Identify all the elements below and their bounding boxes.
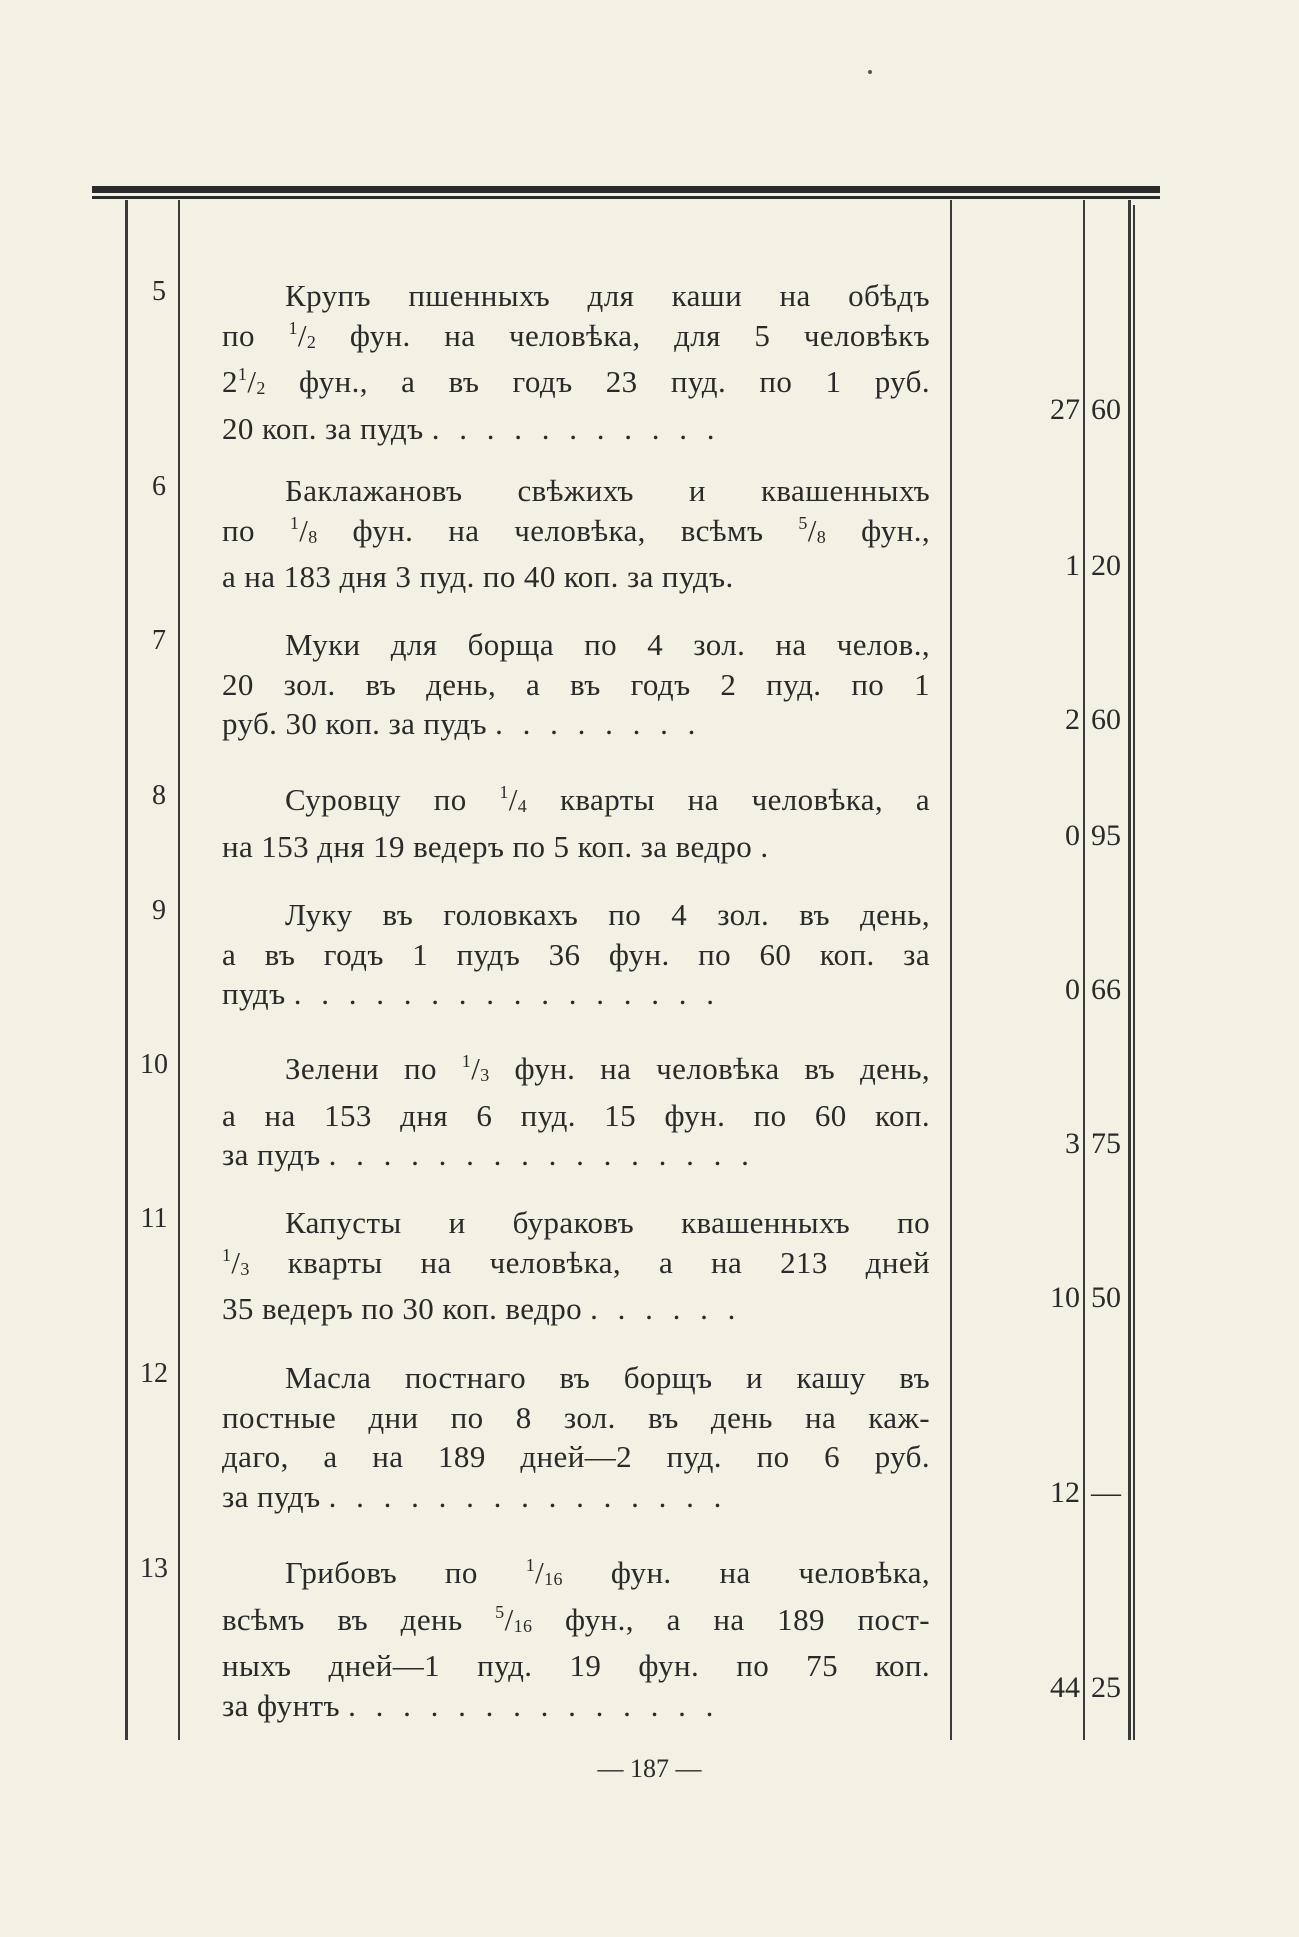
entry-line: а на 183 дня 3 пуд. по 40 коп. за пудъ. <box>222 559 734 594</box>
entry-text <box>222 276 930 448</box>
entry-line: за пудъ . . . . . . . . . . . . . . . <box>222 1478 728 1514</box>
kopecks-value: 60 <box>1091 703 1121 736</box>
column-rule-rubles <box>1083 200 1085 1740</box>
entry-line: Крупъ пшенныхъ для каши на обѣдъ <box>285 278 930 313</box>
rubles-value: 44 <box>1050 1671 1080 1704</box>
entry-text <box>222 780 930 866</box>
entry-number: 7 <box>152 625 166 656</box>
entry-line: постные дни по 8 зол. въ день на каж- <box>222 1399 930 1435</box>
rubles-value: 2 <box>1065 703 1080 736</box>
rubles-value: 10 <box>1050 1281 1080 1314</box>
entry-line: за пудъ . . . . . . . . . . . . . . . . <box>222 1137 755 1172</box>
entry-text <box>222 1553 930 1725</box>
entry-text <box>222 1203 930 1329</box>
entry-number: 11 <box>140 1203 168 1234</box>
top-rule-thick <box>92 186 1160 193</box>
entry-line: а въ годъ 1 пудъ 36 фун. по 60 коп. за <box>222 936 930 972</box>
entry-line: всѣмъ въ день $^5/_{16}$ фун., а на 189 пост- <box>222 1601 931 1637</box>
kopecks-value: 66 <box>1091 973 1121 1006</box>
kopecks-value: 50 <box>1091 1281 1121 1314</box>
entry-line: Баклажановъ свѣжихъ и квашенныхъ <box>285 473 930 508</box>
entry-line: ныхъ дней—1 пуд. 19 фун. по 75 коп. <box>222 1648 930 1683</box>
kopecks-value: 20 <box>1091 549 1121 582</box>
kopecks-value: 60 <box>1091 393 1121 426</box>
rubles-value: 0 <box>1065 973 1080 1006</box>
rubles-value: 3 <box>1065 1127 1080 1160</box>
rubles-value: 27 <box>1050 393 1080 426</box>
page-number: — 187 — <box>597 1754 702 1783</box>
entry-line: Луку въ головкахъ по 4 зол. въ день, <box>285 897 930 932</box>
column-rule-right-outer <box>1133 205 1135 1740</box>
entry-line: даго, а на 189 дней—2 пуд. по 6 руб. <box>222 1439 930 1474</box>
column-rule-number <box>178 200 180 1740</box>
entry-number: 13 <box>140 1553 168 1584</box>
entry-number: 8 <box>152 780 166 811</box>
entry-text <box>222 895 930 1014</box>
entry-text <box>222 471 930 597</box>
top-rule-thin <box>92 196 1160 199</box>
kopecks-value: 95 <box>1091 819 1121 852</box>
rubles-value: 1 <box>1065 549 1080 582</box>
entry-line: по $^1/_8$ фун. на человѣка, всѣмъ $^5/_8$ фун., <box>222 512 930 548</box>
entry-line: а на 153 дня 6 пуд. 15 фун. по 60 коп. <box>222 1097 930 1133</box>
entry-line: Масла постнаго въ борщъ и кашу въ <box>285 1360 930 1395</box>
entry-text <box>222 1358 930 1516</box>
entry-number: 9 <box>152 895 166 926</box>
entry-number: 6 <box>152 471 166 502</box>
column-rule-left <box>125 200 128 1740</box>
entry-text <box>222 1049 930 1175</box>
entry-line: $2^1/_2$ фун., а въ годъ 23 пуд. по 1 руб. <box>222 364 930 399</box>
entry-line: Грибовъ по $^1/_{16}$ фун. на человѣка, <box>285 1555 931 1590</box>
entry-line: 20 коп. за пудъ . . . . . . . . . . . <box>222 410 721 446</box>
rubles-value: 12 <box>1050 1476 1080 1509</box>
entry-line: Капусты и бураковъ квашенныхъ по <box>285 1205 930 1240</box>
entry-line: Муки для борща по 4 зол. на челов., <box>285 627 930 662</box>
entry-line: Зелени по $^1/_3$ фун. на человѣка въ день, <box>285 1051 931 1086</box>
entry-number: 10 <box>140 1049 168 1080</box>
entry-line: руб. 30 коп. за пудъ . . . . . . . . <box>222 706 702 741</box>
entry-line: за фунтъ . . . . . . . . . . . . . . <box>222 1687 720 1723</box>
entry-line: пудъ . . . . . . . . . . . . . . . . <box>222 976 720 1011</box>
entry-number: 5 <box>152 276 166 307</box>
speck-mark <box>868 70 872 74</box>
entry-line: на 153 дня 19 ведеръ по 5 коп. за ведро . <box>222 828 769 864</box>
entry-text <box>222 625 930 744</box>
column-rule-right <box>1128 200 1131 1740</box>
entry-line: по $^1/_2$ фун. на человѣка, для 5 человѣкъ <box>222 317 930 353</box>
entry-line: 20 зол. въ день, а въ годъ 2 пуд. по 1 <box>222 666 930 702</box>
entry-line: $^1/_3$ кварты на человѣка, а на 213 дней <box>222 1244 930 1280</box>
entry-line: Суровцу по $^1/_4$ кварты на человѣка, а <box>285 782 930 817</box>
kopecks-value: 75 <box>1091 1127 1121 1160</box>
entry-number: 12 <box>140 1358 168 1389</box>
entry-line: 35 ведеръ по 30 коп. ведро . . . . . . <box>222 1291 742 1326</box>
kopecks-value: 25 <box>1091 1671 1121 1704</box>
kopecks-value: — <box>1091 1476 1121 1509</box>
rubles-value: 0 <box>1065 819 1080 852</box>
column-rule-text <box>950 200 952 1740</box>
